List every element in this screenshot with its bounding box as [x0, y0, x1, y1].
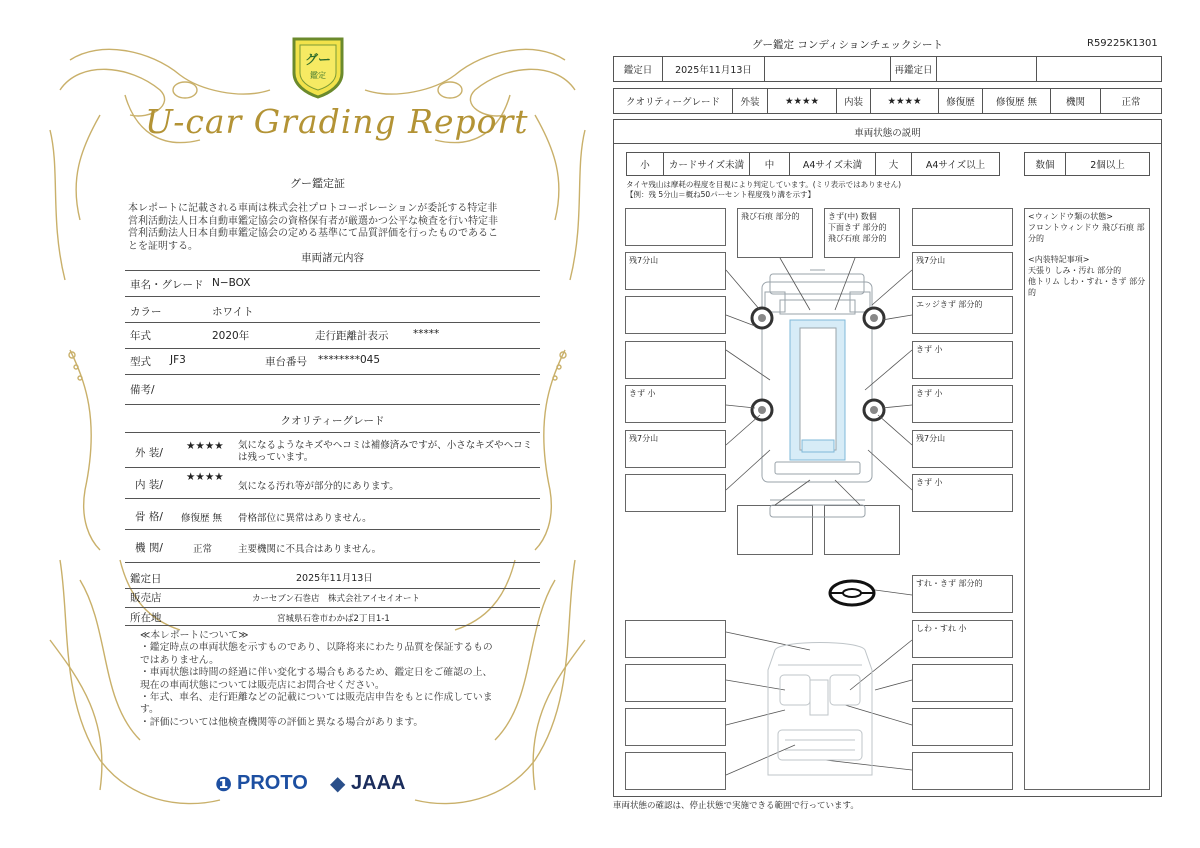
svg-text:鑑定: 鑑定 — [310, 71, 326, 80]
window-text: フロントウィンドウ 飛び石痕 部分的 — [1028, 223, 1145, 243]
date-label: 鑑定日 — [130, 573, 162, 585]
divider — [125, 529, 540, 530]
divider — [125, 374, 540, 375]
chassis-value: ********045 — [318, 354, 381, 366]
size-large: 大 — [875, 153, 911, 175]
proto-logo-text: PROTO — [237, 772, 308, 794]
mileage-label: 走行距離計表示 — [315, 330, 389, 342]
date-label: 鑑定日 — [623, 65, 653, 76]
divider — [125, 467, 540, 468]
divider — [125, 625, 540, 626]
callout-box: 残7分山 — [625, 252, 726, 290]
empty-cell — [764, 57, 890, 81]
color-value: ホワイト — [212, 306, 254, 318]
frame-text: 骨格部位に異常はありません。 — [238, 513, 372, 524]
interior-note: 天張り しみ・汚れ 部分的 — [1028, 266, 1122, 275]
date-row — [613, 56, 1162, 82]
grade-label: クオリティーグレード — [625, 97, 721, 108]
date-value: 2025年11月13日 — [662, 57, 764, 81]
quality-heading: クオリティーグレード — [280, 415, 385, 427]
divider — [125, 588, 540, 589]
mileage-value: ***** — [413, 328, 440, 340]
jaaa-logo-icon: ◆ — [330, 771, 346, 795]
car-name-value: N−BOX — [212, 277, 251, 289]
address-label: 所在地 — [130, 612, 162, 624]
interior-label: 内 装/ — [135, 479, 163, 491]
certificate-heading: グー鑑定証 — [290, 177, 345, 190]
size-legend — [626, 152, 1000, 176]
vehicle-diagram — [610, 200, 1030, 800]
callout-box: きず 小 — [912, 341, 1013, 379]
size-mid-desc: A4サイズ未満 — [789, 153, 875, 175]
callout-box: エッジきず 部分的 — [912, 296, 1013, 334]
size-mid: 中 — [749, 153, 789, 175]
callout-box: きず 小 — [625, 385, 726, 423]
tire-note: タイヤ残山は摩耗の程度を目視により判定しています。(ミリ表示ではありません) — [626, 180, 902, 189]
interior-label: 内装 — [836, 89, 870, 113]
repair-value: 修復歴 無 — [982, 89, 1050, 113]
proto-logo-icon: ❶ — [215, 772, 232, 796]
interior-stars: ★★★★ — [186, 471, 224, 483]
exterior-stars: ★★★★ — [186, 440, 224, 452]
notes-title: ≪本レポートについて≫ — [140, 630, 249, 641]
document-id: R59225K1301 — [1087, 38, 1158, 49]
frame-value: 修復歴 無 — [181, 513, 223, 524]
footer-logos — [215, 772, 415, 798]
redate-value — [936, 57, 1036, 81]
address-value: 宮城県石巻市わかば2丁目1-1 — [277, 614, 390, 624]
callout-box: きず 小 — [912, 474, 1013, 512]
grade-row — [613, 88, 1162, 114]
interior-text: 気になる汚れ等が部分的にあります。 — [238, 481, 399, 492]
size-small: 小 — [640, 160, 650, 171]
redate-label: 再鑑定日 — [890, 57, 936, 81]
window-title: <ウィンドウ類の状態> — [1028, 212, 1113, 221]
goo-kantei-badge — [288, 33, 348, 99]
script-title: U-car Grading Report — [145, 102, 529, 141]
jaaa-logo-text: JAAA — [351, 772, 406, 794]
condition-heading: 車両状態の説明 — [614, 120, 1161, 144]
note-item: ・車両状態は時間の経過に伴い変化する場合もあるため、鑑定日をご確認の上、現在の車両状態については販売店にお問合せください。 — [140, 667, 493, 691]
callout-box: 飛び石痕 部分的 — [737, 208, 813, 258]
note-item: ・鑑定時点の車両状態を示すものであり、以降将来にわたり品質を保証するものではありません。 — [140, 642, 493, 666]
sheet-footer: 車両状態の確認は、停止状態で実施できる範囲で行っています。 — [613, 801, 859, 811]
date-value: 2025年11月13日 — [296, 573, 373, 584]
model-label: 型式 — [130, 356, 151, 368]
count-legend — [1024, 152, 1150, 176]
notes — [140, 630, 495, 729]
repair-label: 修復歴 — [938, 89, 982, 113]
divider — [125, 432, 540, 433]
engine-label: 機 関/ — [135, 542, 163, 554]
color-label: カラー — [130, 306, 162, 318]
exterior-label: 外 装/ — [135, 447, 163, 459]
interior-notes-title: <内装特記事項> — [1028, 255, 1090, 264]
frame-label: 骨 格/ — [135, 511, 163, 523]
model-value: JF3 — [170, 354, 186, 366]
exterior-text: 気になるようなキズやヘコミは補修済みですが、小さなキズやヘコミは残っています。 — [238, 440, 533, 463]
divider — [125, 562, 540, 563]
divider — [125, 322, 540, 323]
year-label: 年式 — [130, 330, 151, 342]
svg-text:グー: グー — [304, 52, 332, 67]
divider — [125, 498, 540, 499]
callout-box: きず(中) 数個 下面きず 部分的 飛び石痕 部分的 — [824, 208, 900, 258]
size-large-desc: A4サイズ以上 — [911, 153, 999, 175]
count-desc: 2個以上 — [1065, 153, 1149, 175]
chassis-label: 車台番号 — [265, 356, 307, 368]
sheet-title: グー鑑定 コンディションチェックシート — [752, 39, 943, 51]
engine-value: 正常 — [1100, 89, 1161, 113]
exterior-label: 外装 — [732, 89, 767, 113]
callout-box: しわ・すれ 小 — [912, 620, 1013, 658]
steering-wheel-icon — [830, 581, 874, 605]
grading-certificate — [40, 20, 595, 830]
divider — [125, 270, 540, 271]
divider — [125, 607, 540, 608]
size-small-desc: カードサイズ未満 — [663, 153, 749, 175]
engine-text: 主要機関に不具合はありません。 — [238, 544, 382, 555]
callout-box: 残7分山 — [912, 252, 1013, 290]
interior-stars: ★★★★ — [870, 89, 938, 113]
dealer-value: カーセブン石巻店 株式会社アイセイオート — [252, 594, 420, 604]
special-notes-panel — [1024, 208, 1150, 790]
car-name-label: 車名・グレード — [130, 279, 204, 291]
engine-value: 正常 — [193, 544, 213, 555]
divider — [125, 348, 540, 349]
dealer-label: 販売店 — [130, 592, 162, 604]
intro-text: 本レポートに記載される車両は株式会社プロトコーポレーションが委託する特定非営利活動法人日本自動車鑑定協会の資格保有者が厳選かつ公平な検査を行い特定非営利活動法人日本自動車鑑定協会の定める基準にて品質評価を行ったものであることを証明する。 — [128, 203, 498, 252]
remarks-label: 備考/ — [130, 384, 155, 396]
count-label: 数個 — [1035, 160, 1055, 171]
interior-note: 他トリム しわ・すれ・きず 部分的 — [1028, 277, 1146, 297]
callout-box: きず 小 — [912, 385, 1013, 423]
year-value: 2020年 — [212, 330, 250, 342]
engine-label: 機関 — [1050, 89, 1100, 113]
callout-box: すれ・きず 部分的 — [912, 575, 1013, 613]
divider — [125, 296, 540, 297]
specs-heading: 車両諸元内容 — [301, 252, 364, 264]
note-item: ・年式、車名、走行距離などの記載については販売店申告をもとに作成しています。 — [140, 692, 493, 716]
callout-box: 残7分山 — [912, 430, 1013, 468]
tire-example: 【例：残 5分山＝概ね50パーセント程度残り溝を示す】 — [626, 190, 816, 199]
note-item: ・評価については他検査機関等の評価と異なる場合があります。 — [140, 716, 424, 728]
exterior-stars: ★★★★ — [767, 89, 836, 113]
divider — [125, 404, 540, 405]
callout-box: 残7分山 — [625, 430, 726, 468]
empty-cell — [1036, 57, 1161, 81]
